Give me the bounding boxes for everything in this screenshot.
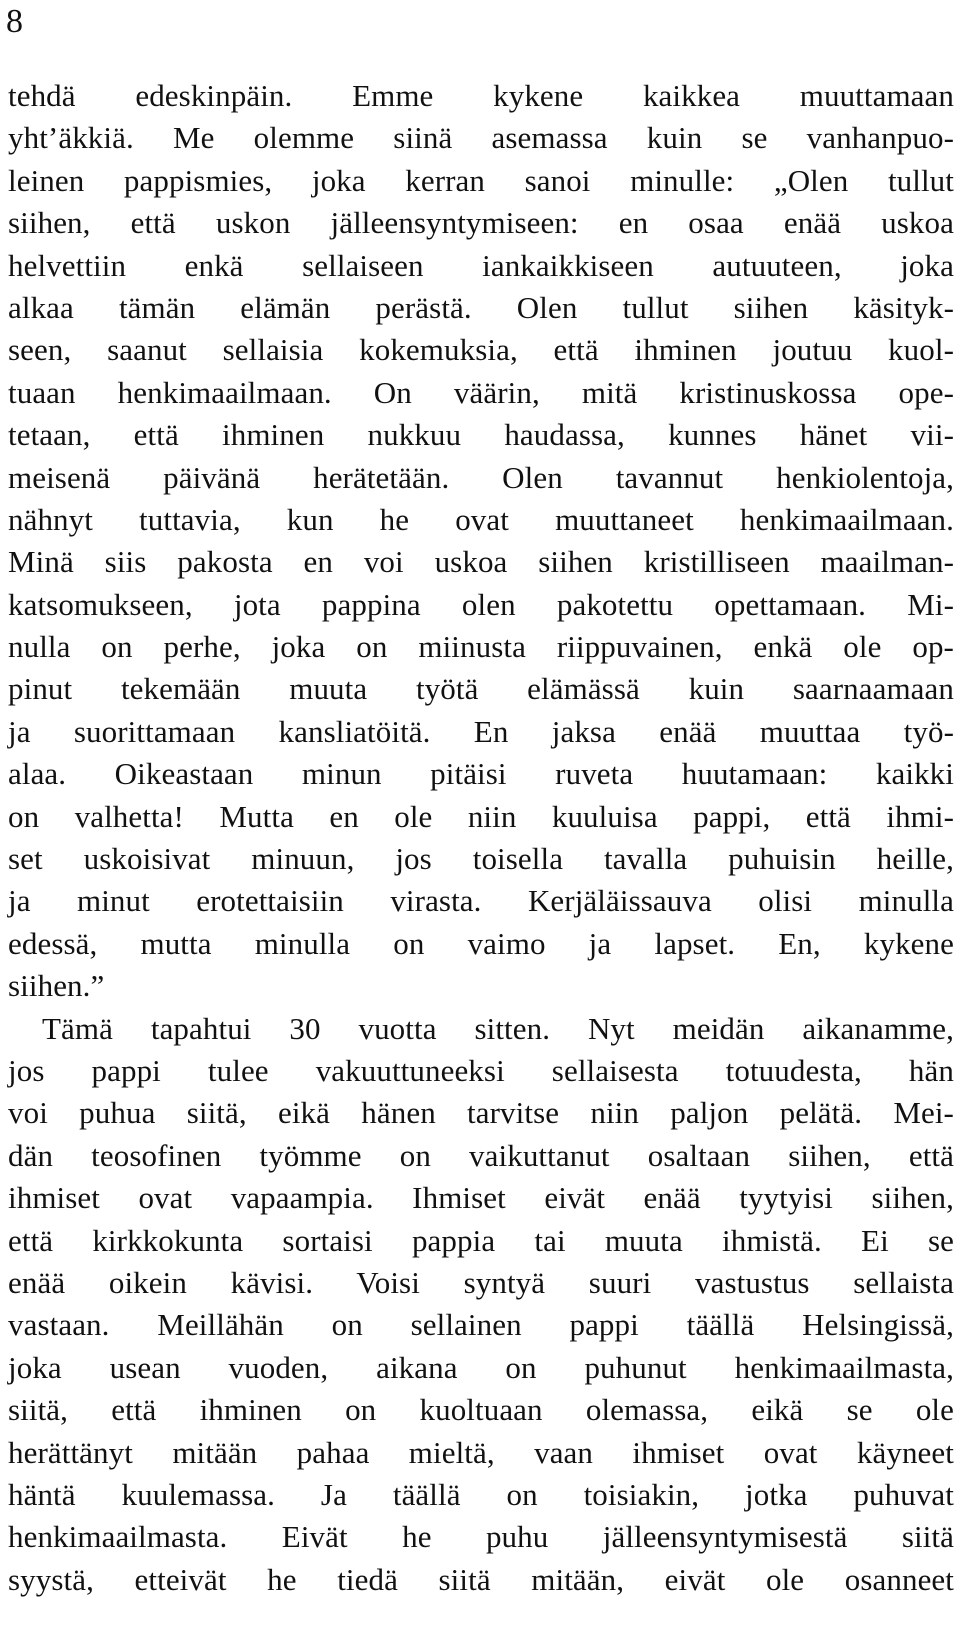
text-line: että kirkkokunta sortaisi pappia tai muuta ihmistä. Ei se — [8, 1222, 954, 1258]
text-line: voi puhua siitä, eikä hänen tarvitse niin paljon pelätä. Mei- — [8, 1095, 954, 1131]
text-line: pinut tekemään muuta työtä elämässä kuin saarnaamaan — [8, 671, 954, 707]
text-line: tuaan henkimaailmaan. On väärin, mitä kristinuskossa ope- — [8, 374, 954, 410]
page-number: 8 — [6, 3, 23, 40]
text-line: alaa. Oikeastaan minun pitäisi ruveta huutamaan: kaikki — [8, 756, 954, 792]
text-line: Tämä tapahtui 30 vuotta sitten. Nyt meidän aikanamme, — [42, 1010, 954, 1046]
text-line: ja minut erotettaisiin virasta. Kerjäläissauva olisi minulla — [8, 883, 954, 919]
text-line: yht’äkkiä. Me olemme siinä asemassa kuin se vanhanpuo- — [8, 120, 954, 156]
text-line: henkimaailmasta. Eivät he puhu jälleensyntymisestä siitä — [8, 1519, 954, 1555]
text-line: ja suorittamaan kansliatöitä. En jaksa enää muuttaa työ- — [8, 713, 954, 749]
text-line: on valhetta! Mutta en ole niin kuuluisa pappi, että ihmi- — [8, 798, 954, 834]
text-line: häntä kuulemassa. Ja täällä on toisiakin, jotka puhuvat — [8, 1476, 954, 1512]
text-line: nulla on perhe, joka on miinusta riippuvainen, enkä ole op- — [8, 629, 954, 665]
text-line: edessä, mutta minulla on vaimo ja lapset. En, kykene — [8, 925, 954, 961]
text-line: seen, saanut sellaisia kokemuksia, että ihminen joutuu kuol- — [8, 332, 954, 368]
text-line: siitä, että ihminen on kuoltuaan olemassa, eikä se ole — [8, 1392, 954, 1428]
text-line: joka usean vuoden, aikana on puhunut henkimaailmasta, — [8, 1349, 954, 1385]
text-line: siihen.” — [8, 968, 105, 1004]
text-line: jos pappi tulee vakuuttuneeksi sellaisesta totuudesta, hän — [8, 1052, 954, 1088]
text-line: tetaan, että ihminen nukkuu haudassa, kunnes hänet vii- — [8, 417, 954, 453]
text-line: nähnyt tuttavia, kun he ovat muuttaneet henkimaailmaan. — [8, 501, 954, 537]
text-line: Minä siis pakosta en voi uskoa siihen kristilliseen maailman- — [8, 544, 954, 580]
text-line: vastaan. Meillähän on sellainen pappi täällä Helsingissä, — [8, 1307, 954, 1343]
text-line: siihen, että uskon jälleensyntymiseen: en osaa enää uskoa — [8, 205, 954, 241]
text-line: ihmiset ovat vapaampia. Ihmiset eivät enää tyytyisi siihen, — [8, 1180, 954, 1216]
text-line: syystä, etteivät he tiedä siitä mitään, eivät ole osanneet — [8, 1561, 954, 1597]
text-line: set uskoisivat minuun, jos toisella tavalla puhuisin heille, — [8, 841, 954, 877]
text-line: meisenä päivänä herätetään. Olen tavannut henkiolentoja, — [8, 459, 954, 495]
text-line: herättänyt mitään pahaa mieltä, vaan ihmiset ovat käyneet — [8, 1434, 954, 1470]
text-line: leinen pappismies, joka kerran sanoi minulle: „Olen tullut — [8, 162, 954, 198]
text-line: enää oikein kävisi. Voisi syntyä suuri vastustus sellaista — [8, 1264, 954, 1300]
text-line: helvettiin enkä sellaiseen iankaikkiseen autuuteen, joka — [8, 247, 954, 283]
body-text — [8, 75, 954, 1601]
text-line: dän teosofinen työmme on vaikuttanut osaltaan siihen, että — [8, 1137, 954, 1173]
text-line: alkaa tämän elämän perästä. Olen tullut siihen käsityk- — [8, 289, 954, 325]
text-line: katsomukseen, jota pappina olen pakotettu opettamaan. Mi- — [8, 586, 954, 622]
text-line: tehdä edeskinpäin. Emme kykene kaikkea muuttamaan — [8, 78, 954, 113]
